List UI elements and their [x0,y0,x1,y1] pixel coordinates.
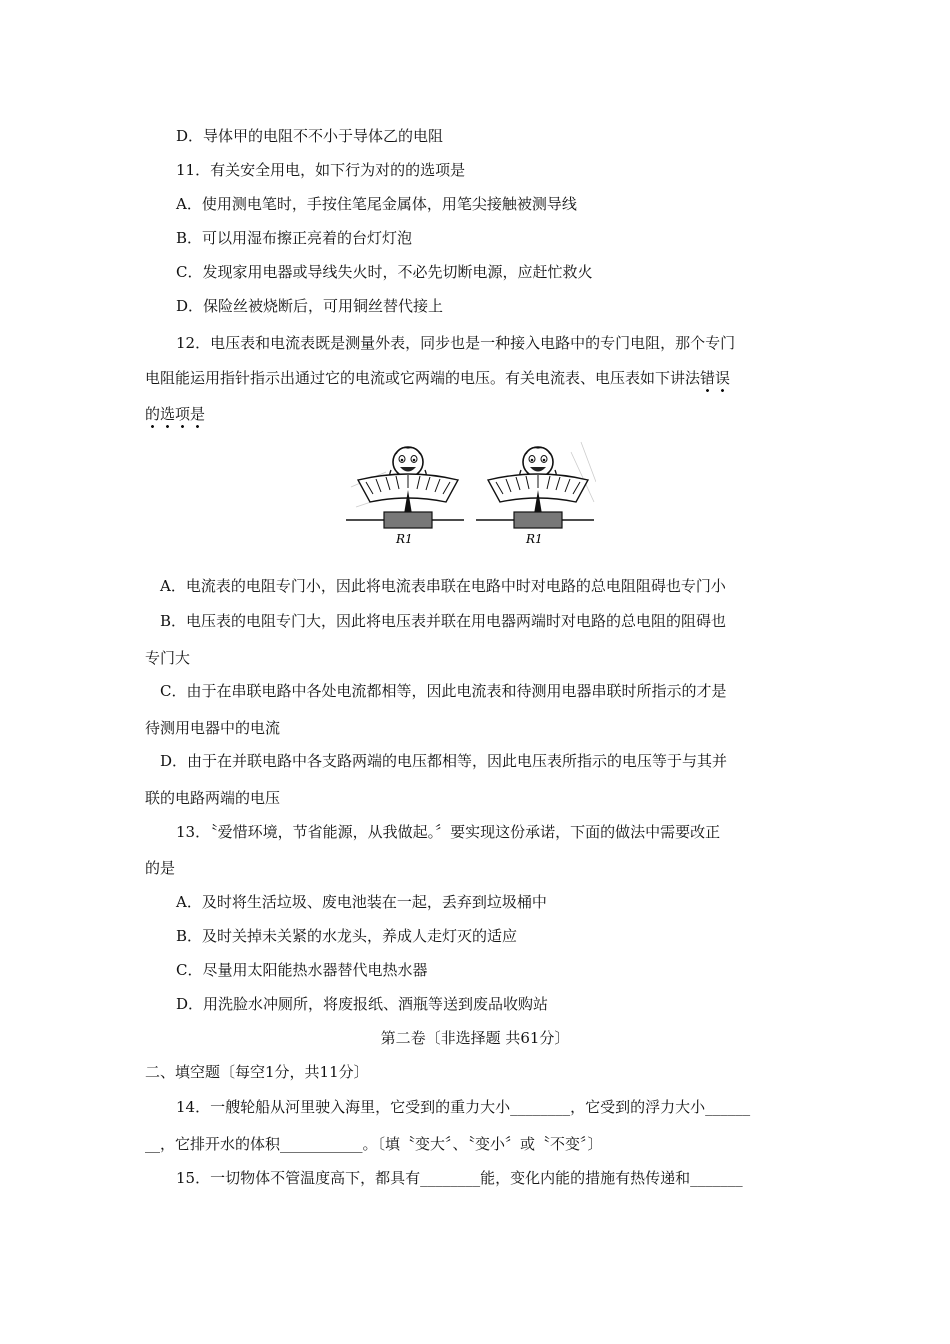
q14-line2: __，它排开水的体积___________。〔填〝变大〞、〝变小〞或〝不变〞〕 [145,1135,603,1153]
meter-figure [346,432,596,552]
q13-option-c: C．尽量用太阳能热水器替代电热水器 [176,961,428,979]
q12-stem-line2-text: 电阻能运用指针指示出通过它的电流或它两端的电压。有关电流表、电压表如下讲法 [145,369,701,387]
meter-right [476,442,596,546]
q12-option-a: A．电流表的电阻专门小，因此将电流表串联在电路中时对电路的总电阻阻碍也专门小 [160,577,726,595]
resistor-label-left: R1 [396,532,413,546]
q11-option-b: B．可以用湿布擦正亮着的台灯灯泡 [176,229,413,247]
resistor-label-right: R1 [526,532,543,546]
q10-option-d: D．导体甲的电阻不不小于导体乙的电阻 [176,127,444,145]
q12-option-c-cont: 待测用电器中的电流 [145,719,281,737]
q11-option-d: D．保险丝被烧断后，可用铜丝替代接上 [176,297,444,315]
q13-stem-line1: 13．〝爱惜环境，节省能源，从我做起。〞要实现这份承诺，下面的做法中需要改正 [176,823,721,841]
q11-option-a: A．使用测电笔时，手按住笔尾金属体，用笔尖接触被测导线 [176,195,577,213]
q12-option-b: B．电压表的电阻专门大，因此将电压表并联在用电器两端时对电路的总电阻的阻碍也 [160,612,727,630]
q12-stem-line2 [145,368,730,388]
q12-option-c: C．由于在串联电路中各处电流都相等，因此电流表和待测用电器串联时所指示的才是 [160,682,727,700]
part2-title: 第二卷〔非选择题 共61分〕 [380,1029,570,1047]
meter-left [346,447,464,546]
q13-stem-line2: 的是 [145,859,176,877]
section-fill-in-heading: 二、填空题〔每空1分，共11分〕 [145,1063,369,1081]
q13-option-a: A．及时将生活垃圾、废电池装在一起，丢弃到垃圾桶中 [176,893,547,911]
q12-stem-line1: 12．电压表和电流表既是测量外表，同步也是一种接入电路中的专门电阻，那个专门 [176,334,736,352]
q12-emphasis-wrong: 错误 [700,369,730,393]
q15-line1: 15．一切物体不管温度高下，都具有________能，变化内能的措施有热传递和_______ [176,1169,743,1187]
q12-option-d: D．由于在并联电路中各支路两端的电压都相等，因此电压表所指示的电压等于与其并 [160,752,728,770]
q13-option-b: B．及时关掉未关紧的水龙头，养成人走灯灭的适应 [176,927,518,945]
q11-stem: 11．有关安全用电，如下行为对的的选项是 [176,161,466,179]
q14-line1: 14．一艘轮船从河里驶入海里，它受到的重力大小________，它受到的浮力大小______ [176,1098,751,1116]
q12-emphasis-option: 的选项是 [145,405,205,429]
q13-option-d: D．用洗脸水冲厕所，将废报纸、酒瓶等送到废品收购站 [176,995,549,1013]
q12-stem-line3 [145,404,205,424]
q11-option-c: C．发现家用电器或导线失火时，不必先切断电源，应赶忙救火 [176,263,593,281]
q12-option-b-cont: 专门大 [145,649,191,667]
q12-option-d-cont: 联的电路两端的电压 [145,789,281,807]
